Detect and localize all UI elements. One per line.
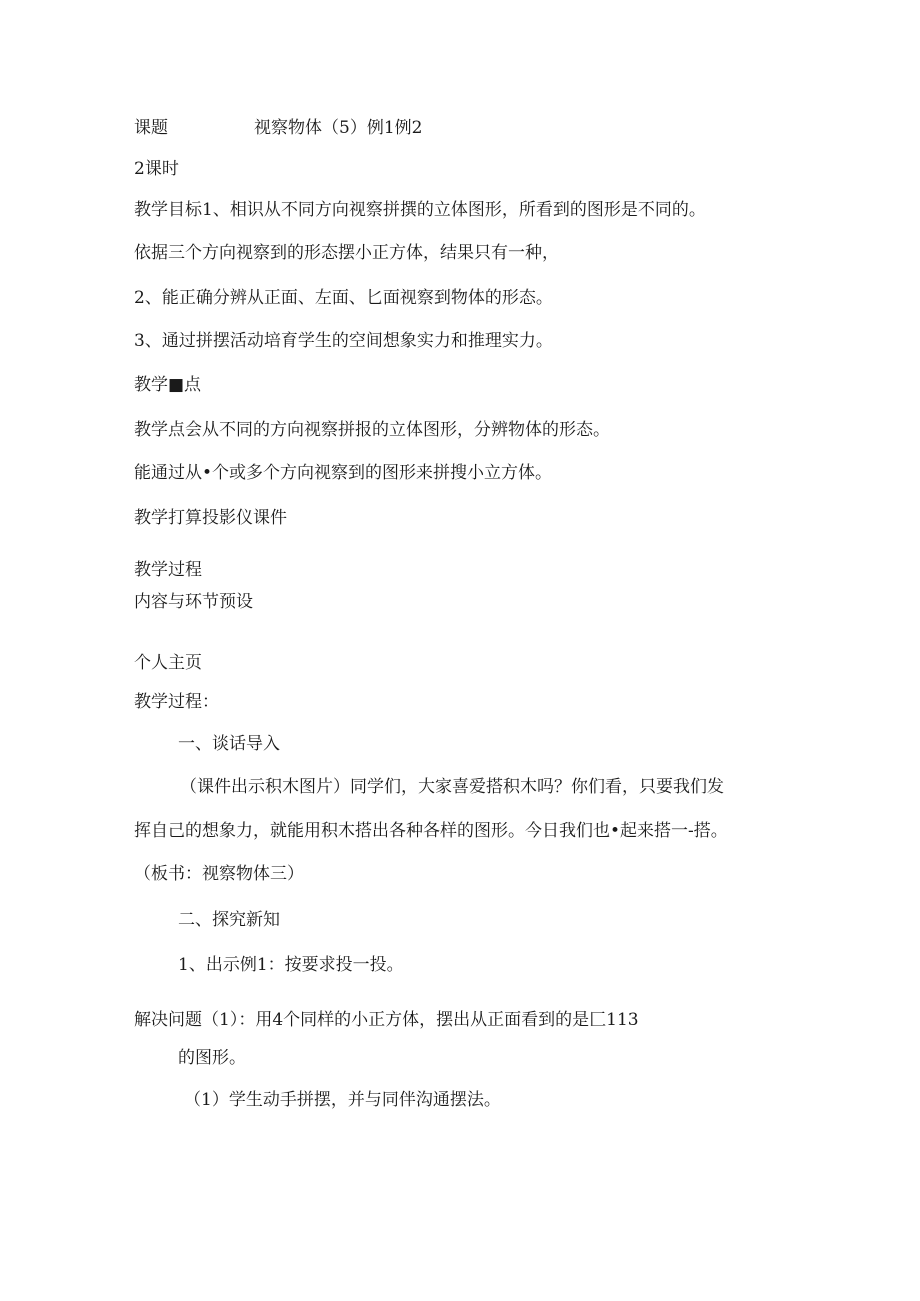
problem-line-1: 解决问题（1）：用4个同样的小正方体，摆出从正面看到的是匚113 <box>134 1010 639 1030</box>
objective-line-3: 2、能正确分辨从正面、左面、匕面视察到物体的形态。 <box>134 288 553 308</box>
objective-line-1: 教学目标1、相识从不同方向视察拼撰的立体图形，所看到的图形是不同的。 <box>134 200 706 220</box>
lesson-title: 视察物体（5）例1例2 <box>254 118 423 138</box>
lesson-label: 课题 <box>134 118 168 138</box>
paragraph-1-line-2: 挥自己的想象力，就能用积木搭出各种各样的图形。今日我们也•起来搭一-搭。 <box>134 821 728 841</box>
process-heading: 教学过程 <box>134 560 202 580</box>
paragraph-1-line-1: （课件出示积木图片）同学们，大家喜爱搭积木吗？你们看，只要我们发 <box>180 777 724 797</box>
board-note: （板书：视察物体三） <box>134 864 304 884</box>
step-1-line: （1）学生动手拼摆，并与同伴沟通摆法。 <box>184 1090 501 1110</box>
example-1-line: 1、出示例1：按要求投一投。 <box>178 955 404 975</box>
keypoints-line-2: 能通过从•个或多个方向视察到的图形来拼搜小立方体。 <box>134 463 553 483</box>
preparation-line: 教学打算投影仪课件 <box>134 508 287 528</box>
problem-line-2: 的图形。 <box>178 1048 246 1068</box>
section-1-heading: 一、谈话导入 <box>178 734 280 754</box>
objective-line-4: 3、通过拼摆活动培育学生的空间想象实力和推理实力。 <box>134 331 553 351</box>
lesson-period: 2课时 <box>134 159 179 179</box>
objective-line-2: 依据三个方向视察到的形态摆小正方体，结果只有一种， <box>134 243 559 263</box>
homepage-label: 个人主页 <box>134 653 202 673</box>
process-label: 教学过程： <box>134 692 219 712</box>
process-subheading: 内容与环节预设 <box>134 592 253 612</box>
section-2-heading: 二、探究新知 <box>178 910 280 930</box>
keypoints-line-1: 教学点会从不同的方向视察拼报的立体图形，分辨物体的形态。 <box>134 420 610 440</box>
keypoints-heading: 教学■点 <box>134 375 202 395</box>
